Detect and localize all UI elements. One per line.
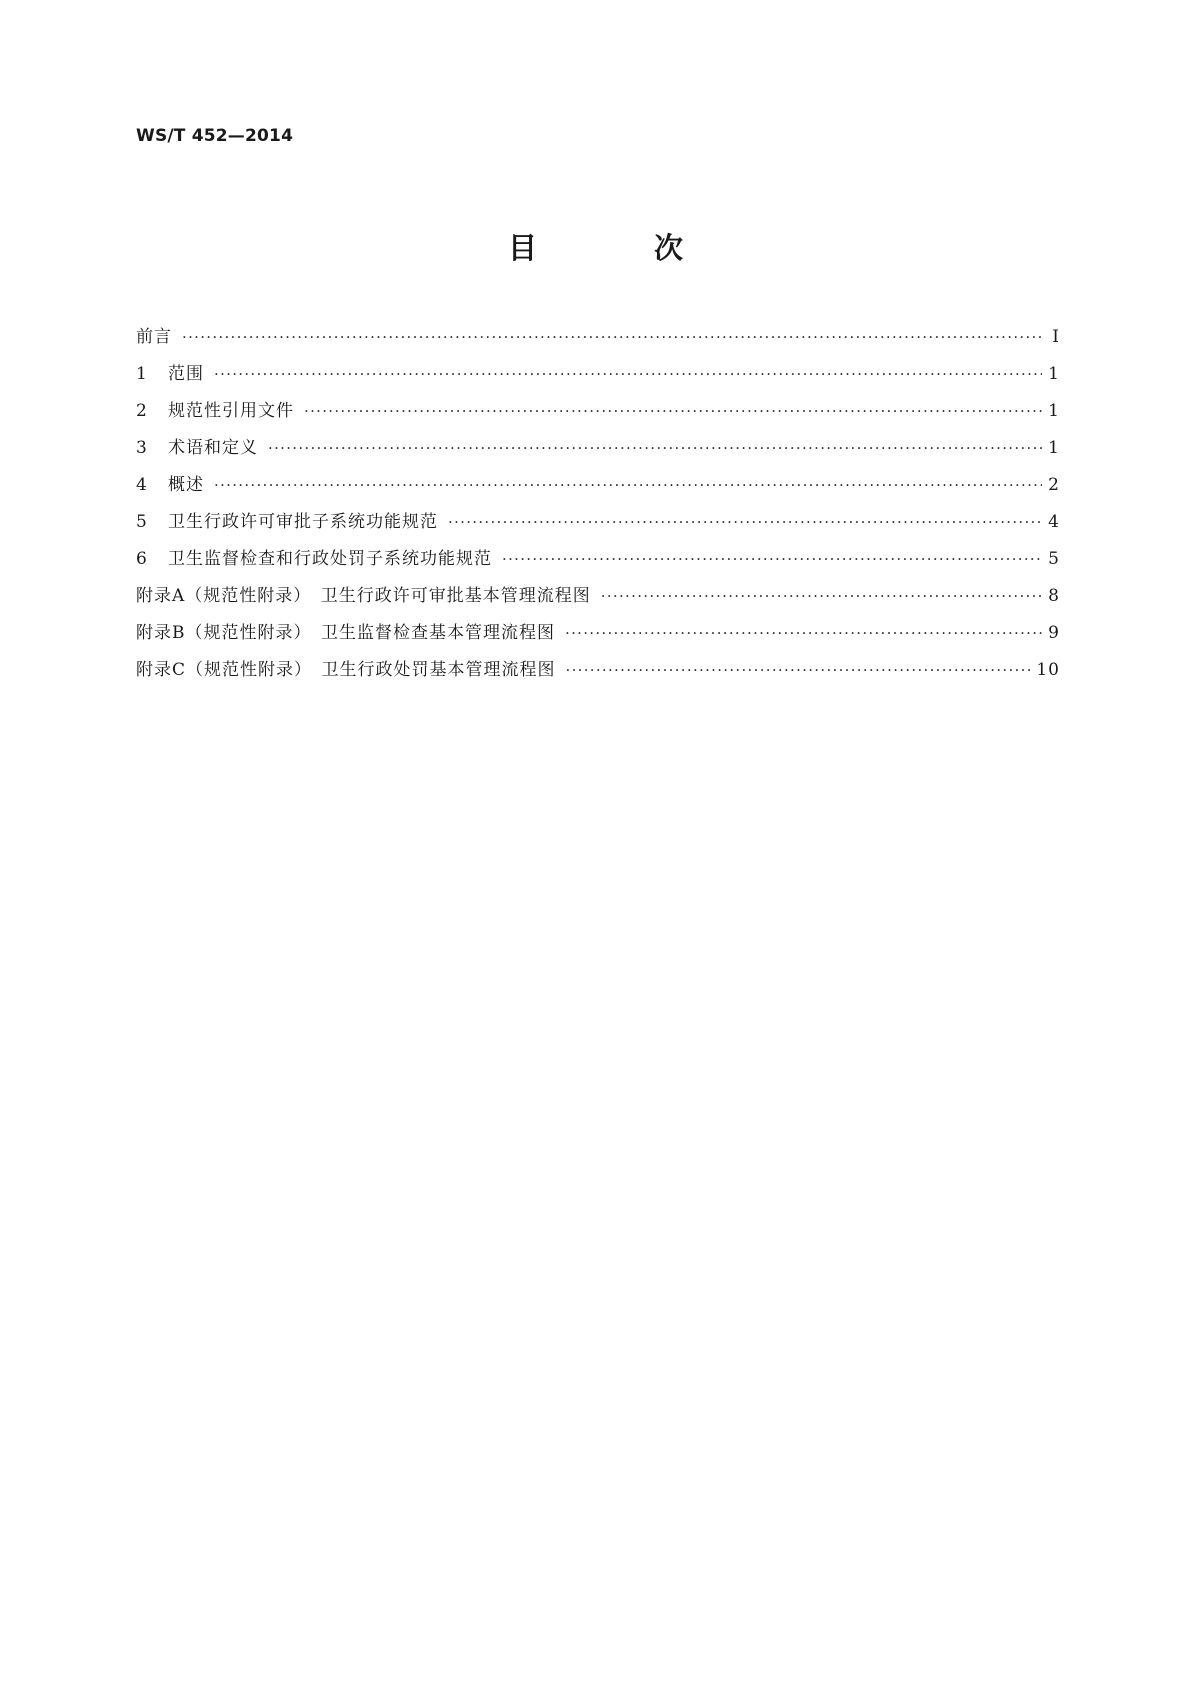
toc-entry-label: 术语和定义 bbox=[168, 438, 258, 458]
toc-entry-inspection-subsystem[interactable] bbox=[136, 546, 1060, 583]
dot-leader bbox=[601, 583, 1042, 609]
dot-leader bbox=[304, 398, 1042, 424]
dot-leader bbox=[566, 657, 1031, 683]
toc-entry-number: 1 bbox=[136, 364, 148, 384]
toc-entry-number: 2 bbox=[136, 401, 148, 421]
toc-entry-normative-references[interactable] bbox=[136, 398, 1060, 435]
dot-leader bbox=[214, 361, 1042, 387]
toc-entry-label: 附录A（规范性附录） 卫生行政许可审批基本管理流程图 bbox=[136, 586, 591, 606]
table-of-contents bbox=[136, 324, 1060, 694]
toc-entry-number: 4 bbox=[136, 475, 148, 495]
toc-entry-label: 附录B（规范性附录） 卫生监督检查基本管理流程图 bbox=[136, 623, 555, 643]
toc-entry-label: 概述 bbox=[168, 475, 204, 495]
toc-entry-label: 前言 bbox=[136, 327, 172, 347]
toc-entry-page: 1 bbox=[1048, 364, 1060, 384]
toc-entry-appendix-c[interactable] bbox=[136, 657, 1060, 694]
toc-entry-licensing-subsystem[interactable] bbox=[136, 509, 1060, 546]
dot-leader bbox=[214, 472, 1042, 498]
toc-entry-number: 5 bbox=[136, 512, 148, 532]
toc-entry-appendix-a[interactable] bbox=[136, 583, 1060, 620]
standard-code: WS/T 452—2014 bbox=[136, 126, 294, 146]
dot-leader bbox=[182, 324, 1042, 350]
toc-entry-page: 1 bbox=[1048, 438, 1060, 458]
toc-entry-terms-definitions[interactable] bbox=[136, 435, 1060, 472]
toc-entry-label: 附录C（规范性附录） 卫生行政处罚基本管理流程图 bbox=[136, 660, 556, 680]
toc-entry-overview[interactable] bbox=[136, 472, 1060, 509]
toc-entry-page: 4 bbox=[1048, 512, 1060, 532]
toc-entry-number: 3 bbox=[136, 438, 148, 458]
toc-entry-page: 5 bbox=[1048, 549, 1060, 569]
toc-entry-page: 10 bbox=[1036, 660, 1060, 680]
toc-entry-label: 范围 bbox=[168, 364, 204, 384]
toc-entry-label: 卫生行政许可审批子系统功能规范 bbox=[168, 512, 438, 532]
toc-entry-page: 2 bbox=[1048, 475, 1060, 495]
page-title: 目 次 bbox=[507, 231, 727, 265]
toc-entry-label: 规范性引用文件 bbox=[168, 401, 294, 421]
dot-leader bbox=[502, 546, 1042, 572]
dot-leader bbox=[565, 620, 1042, 646]
toc-entry-page: 8 bbox=[1048, 586, 1060, 606]
toc-entry-label: 卫生监督检查和行政处罚子系统功能规范 bbox=[168, 549, 492, 569]
toc-entry-appendix-b[interactable] bbox=[136, 620, 1060, 657]
dot-leader bbox=[448, 509, 1042, 535]
toc-entry-page: Ⅰ bbox=[1052, 327, 1060, 347]
dot-leader bbox=[268, 435, 1042, 461]
toc-entry-page: 9 bbox=[1048, 623, 1060, 643]
toc-entry-page: 1 bbox=[1048, 401, 1060, 421]
toc-entry-number: 6 bbox=[136, 549, 148, 569]
toc-entry-scope[interactable] bbox=[136, 361, 1060, 398]
toc-entry-foreword[interactable] bbox=[136, 324, 1060, 361]
